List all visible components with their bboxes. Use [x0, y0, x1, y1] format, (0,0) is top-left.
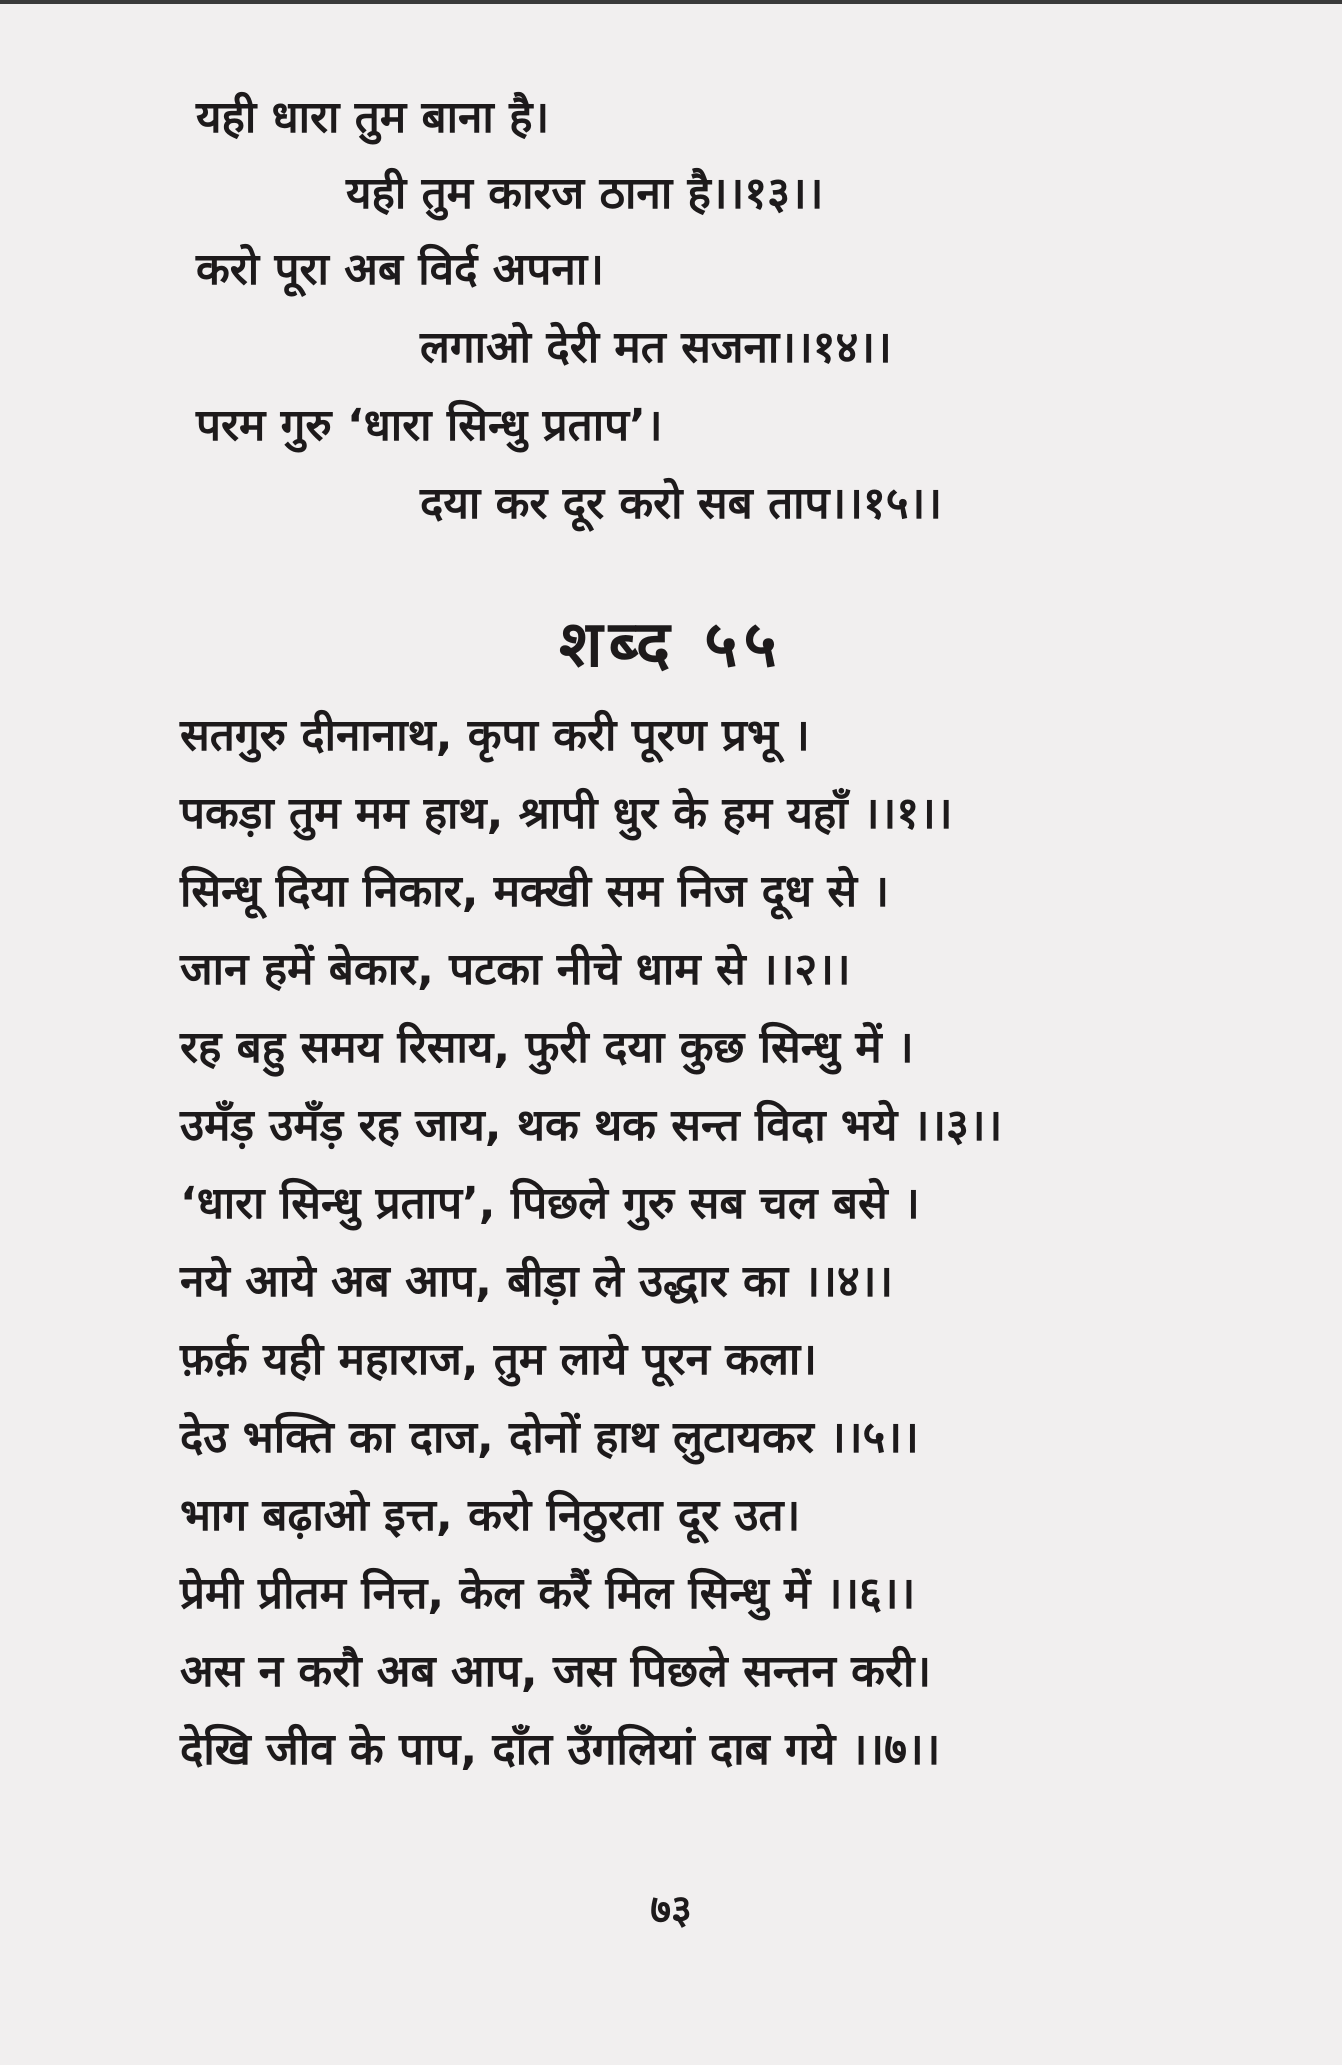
verse-line: परम गुरु ‘धारा सिन्धु प्रताप’।	[196, 400, 663, 451]
section-heading: शब्द ५५	[559, 608, 783, 682]
verse-line: रह बहु समय रिसाय, फुरी दया कुछ सिन्धु में ।	[180, 1022, 914, 1073]
page-edge	[0, 0, 1342, 4]
verse-line: यही तुम कारज ठाना है।।१३।।	[346, 168, 824, 219]
verse-line: जान हमें बेकार, पटका नीचे धाम से ।।२।।	[180, 944, 851, 995]
verse-line: लगाओ देरी मत सजना।।१४।।	[420, 322, 892, 373]
verse-line: सिन्धू दिया निकार, मक्खी सम निज दूध से ।	[180, 866, 890, 917]
verse-line: देखि जीव के पाप, दाँत उँगलियां दाब गये ।।७।।	[180, 1724, 941, 1775]
verse-line: ‘धारा सिन्धु प्रताप’, पिछले गुरु सब चल बसे ।	[180, 1178, 920, 1229]
verse-line: करो पूरा अब विर्द अपना।	[196, 244, 604, 295]
verse-line: नये आये अब आप, बीड़ा ले उद्धार का ।।४।।	[180, 1256, 894, 1307]
verse-line: देउ भक्ति का दाज, दोनों हाथ लुटायकर ।।५।।	[180, 1412, 919, 1463]
verse-line: उमँड़ उमँड़ रह जाय, थक थक सन्त विदा भये ।।३।।	[180, 1100, 1003, 1151]
verse-line: भाग बढ़ाओ इत्त, करो निठुरता दूर उत।	[180, 1490, 801, 1541]
verse-line: प्रेमी प्रीतम नित्त, केल करैं मिल सिन्धु में ।।६।।	[180, 1568, 916, 1619]
verse-line: दया कर दूर करो सब ताप।।१५।।	[420, 478, 943, 529]
verse-line: अस न करौ अब आप, जस पिछले सन्तन करी।	[180, 1646, 932, 1697]
verse-line: पकड़ा तुम मम हाथ, श्रापी धुर के हम यहाँ ।।१।।	[180, 788, 953, 839]
verse-line: फ़र्क़ यही महाराज, तुम लाये पूरन कला।	[180, 1334, 817, 1385]
verse-line: सतगुरु दीनानाथ, कृपा करी पूरण प्रभू ।	[180, 710, 810, 761]
page-number: ७३	[650, 1887, 692, 1933]
verse-line: यही धारा तुम बाना है।	[196, 92, 550, 143]
